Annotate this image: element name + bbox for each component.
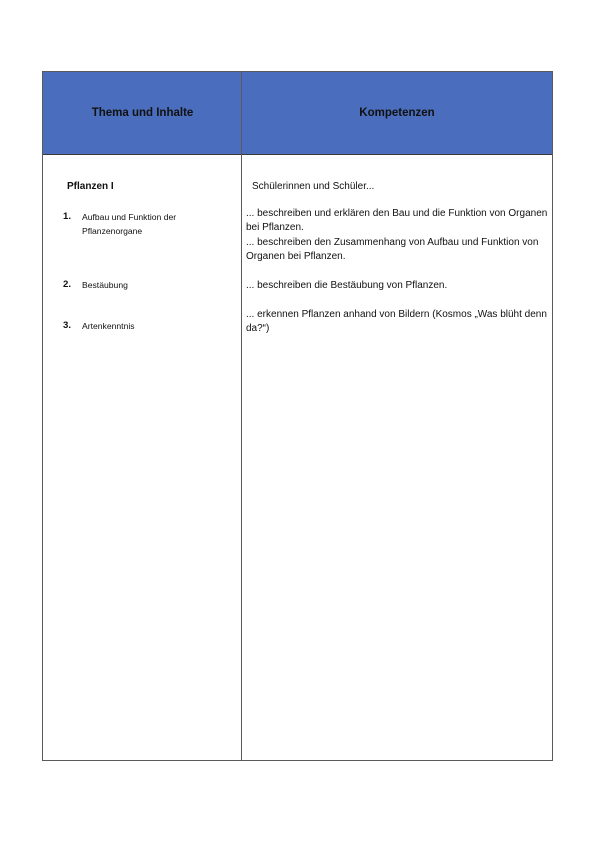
competence-item: ... beschreiben den Zusammenhang von Aufbau und Funktion von Organen bei Pflanzen.: [246, 237, 539, 263]
list-text: Bestäubung: [82, 280, 128, 290]
list-text: Aufbau und Funktion der Pflanzenorgane: [82, 212, 177, 236]
list-number: 3.: [63, 320, 72, 331]
competence-item: ... beschreiben und erklären den Bau und die Funktion von Organen bei Pflanzen.: [246, 208, 548, 234]
table-header-row: [43, 72, 552, 155]
competence-intro: Schülerinnen und Schüler...: [252, 181, 375, 192]
list-number: 2.: [63, 279, 72, 290]
column-divider: [241, 72, 242, 760]
list-text: Artenkenntnis: [82, 321, 135, 331]
curriculum-table: [42, 71, 553, 761]
header-topic-content: Thema und Inhalte: [91, 107, 194, 119]
competence-item: ... beschreiben die Bestäubung von Pflanzen.: [246, 280, 448, 291]
section-title: Pflanzen I: [67, 181, 114, 192]
header-competences: Kompetenzen: [359, 107, 435, 119]
list-number: 1.: [63, 211, 72, 222]
competence-item: ... erkennen Pflanzen anhand von Bildern (Kosmos „Was blüht denn da?“): [246, 309, 547, 335]
